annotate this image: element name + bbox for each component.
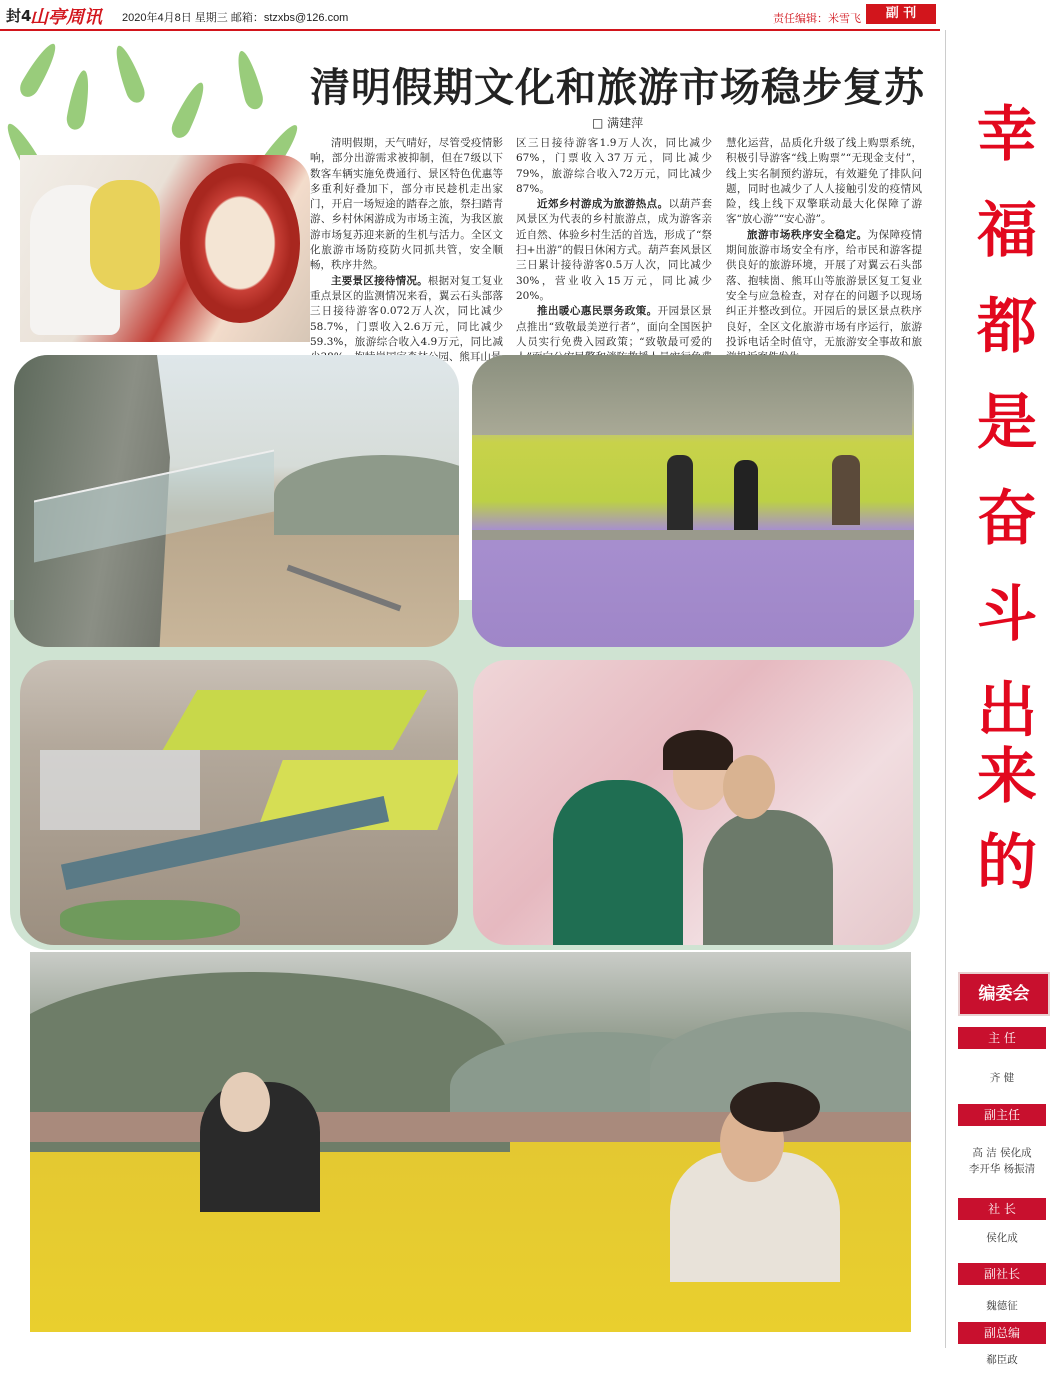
slogan-char: 都 (977, 292, 1037, 362)
member-name: 魏德征 (986, 1300, 1018, 1312)
paragraph (516, 136, 712, 197)
article-column-2 (516, 136, 712, 381)
paragraph-text: 开园景区景点推出“致敬最美逆行者”，面向全国医护人员实行免费入园政策；“致敬最可爱的 (516, 305, 713, 348)
paragraph-text: 慧化运营，品质化升级了线上购票系统，积极引导游客“线上购票”“无现金支付”，线上实名制预约游玩，有效避免了排队问题，同时也减少了人人接触引发的疫情风险，线上线下双擎联动最大化保障了游客“放心游”“安心游”。 (726, 137, 922, 226)
slogan-char: 出 (977, 676, 1037, 746)
paragraph-text: 根据对复工复业重点景区的监测情况来看，翼云石头部落三日接待游客0.072万人次，同比减少58.7%，门票收入2.6万元，同比减少59.3%，旅游综合收入4.9万元，同比减 公园、熊耳山景 (310, 274, 504, 364)
paragraph-text: 以葫芦套风景区为代表的乡村旅游点，成为游客亲近自然、体验乡村生活的首选，形成了“祭扫+出游”的假日休闲方式。葫芦套风景区三日累计接待游客0.5万人次，同比减少30%，营业收入15万元，同比减少20%。 (516, 198, 713, 302)
paragraph-text: 清明假期，天气晴好，尽管受疫情影响，部分出游需求被抑制，但在7级以下数客车辆实施免费通行、景区特色优惠等多重利好叠加下，部分市民趁机走出家门，开启一场短途的踏春之旅，祭扫踏青游、乡村休闲游成为市场主流，为我区旅游市场复苏迎来新的生机与活力。全区文化旅游市场防疫防火同抓共管，安全顺畅，秩序井然。 (310, 137, 503, 272)
member-name: 高 洁 侯化成 (972, 1147, 1032, 1159)
role-label: 副社长 (958, 1263, 1046, 1285)
paragraph-text: 区三日接待游客1.9万人次，同比减少67%，门票收入37万元，同比减少79%，旅游综合收入72万元，同比减少87%。 (516, 137, 712, 195)
photo-violet-flower-field (472, 355, 914, 647)
lead-in: 近郊乡村游成为旅游热点。 (537, 198, 669, 211)
paragraph (310, 274, 503, 366)
role-label: 副总编 (958, 1322, 1046, 1344)
section-tag: 副 刊 (866, 4, 936, 24)
lead-in: 推出暖心惠民票务政策。 (537, 305, 658, 318)
lead-in: 主要景区接待情况。 (331, 274, 428, 287)
dateline: 2020年4月8日 星期三 邮箱：stzxbs@126.com (122, 12, 349, 24)
photo-rapeseed-field (30, 952, 911, 1332)
editorial-board-title: 编委会 (958, 972, 1050, 1016)
photo-peach-blossom-selfie (473, 660, 913, 945)
lead-in: 旅游市场秩序安全稳定。 (747, 228, 868, 241)
paragraph (516, 197, 712, 304)
role-label: 社 长 (958, 1198, 1046, 1220)
paragraph (310, 136, 503, 274)
role-names (958, 1230, 1046, 1246)
role-names (958, 1352, 1046, 1368)
role-names (958, 1298, 1046, 1314)
slogan-char: 奋 (977, 484, 1037, 554)
page-header (0, 0, 1058, 30)
member-name: 齐 健 (989, 1072, 1015, 1084)
article-column-3 (726, 136, 922, 365)
author-name: 满建萍 (607, 116, 644, 130)
slogan-char: 斗 (977, 580, 1037, 650)
slogan-char: 幸 (977, 100, 1037, 170)
editor-credit: 责任编辑：米雪飞 (773, 13, 861, 25)
role-names (958, 1145, 1046, 1177)
role-label: 主 任 (958, 1027, 1046, 1049)
masthead-logo: 山亭周讯 (30, 7, 102, 28)
paragraph (726, 136, 922, 228)
role-label: 副主任 (958, 1104, 1046, 1126)
article-column-1 (310, 136, 503, 365)
slogan-char: 福 (977, 196, 1037, 266)
slogan-char: 是 (977, 388, 1037, 458)
article-author: □ 满建萍 (592, 116, 644, 130)
paragraph-text: 为保障疫情期间旅游市场安全有序，给市民和游客提供良好的旅游环境，开展了对翼云石头部落、抱犊崮、熊耳山等旅游景区复工复业安全与应急检查，对存在的问题予以现场纠正并整改到位。开园后的景区景点秩序良好，全区文化旅游市场有序运行，旅游投诉电话全时值守，无旅游安全事故和旅 (726, 228, 923, 348)
member-name: 郗臣政 (986, 1354, 1018, 1366)
member-name: 侯化成 (986, 1232, 1018, 1244)
member-name: 李开华 杨振清 (968, 1163, 1036, 1175)
page-number: 封4 (6, 7, 32, 25)
slogan-char: 来 (977, 742, 1037, 812)
article-title: 清明假期文化和旅游市场稳步复苏 (310, 64, 925, 111)
photo-drum-family (20, 155, 310, 342)
paragraph (726, 228, 922, 366)
header-rule (0, 29, 940, 31)
photo-village-aerial-view (20, 660, 458, 945)
role-names (958, 1070, 1046, 1086)
photo-cliff-glass-walkway (14, 355, 459, 647)
slogan-char: 的 (977, 828, 1037, 898)
